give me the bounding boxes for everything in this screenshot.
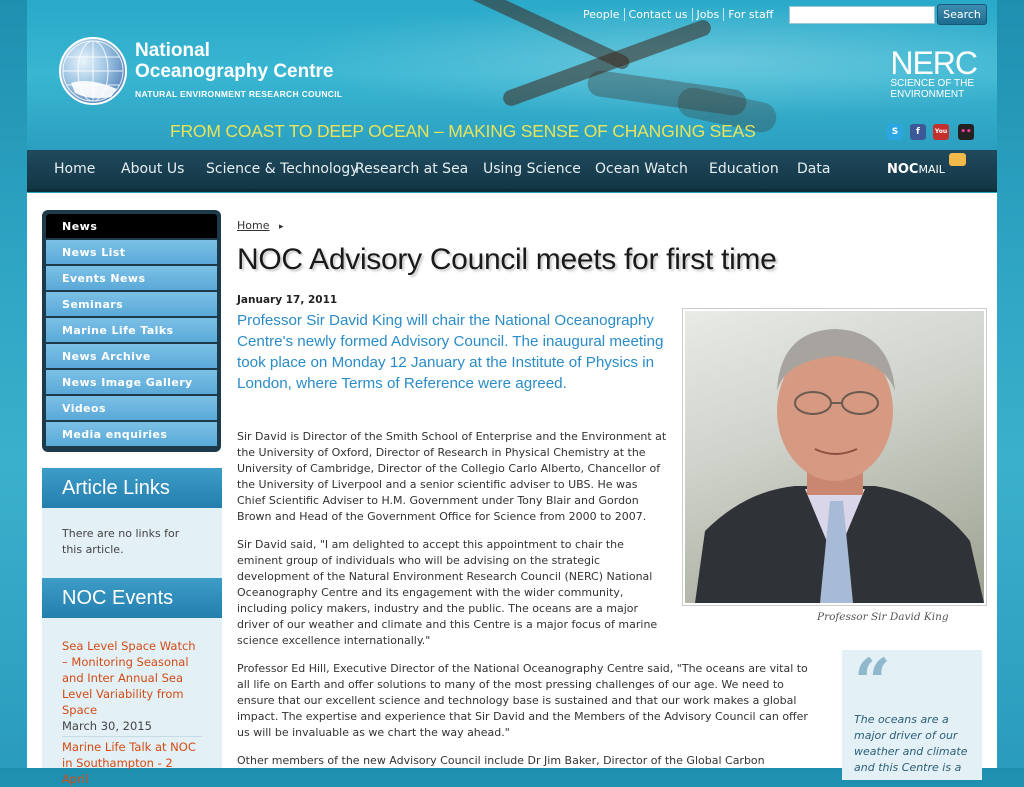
nav-research-at-sea[interactable]: Research at Sea <box>355 161 469 177</box>
page <box>27 0 997 786</box>
breadcrumb <box>237 219 284 232</box>
nav-education[interactable]: Education <box>709 161 779 177</box>
sidebar-item-news-image-gallery[interactable]: News Image Gallery <box>46 370 217 394</box>
nav-ocean-watch[interactable]: Ocean Watch <box>595 161 688 177</box>
flickr-icon[interactable]: •• <box>958 124 974 140</box>
event-date: March 30, 2015 <box>62 718 202 737</box>
quote-icon: “ <box>854 645 891 720</box>
nerc-logo-title: NERC <box>890 45 977 81</box>
nav-using-science[interactable]: Using Science <box>483 161 581 177</box>
nocmail-bold: NOC <box>887 162 919 177</box>
nocmail-link[interactable] <box>887 162 945 177</box>
search-input[interactable] <box>789 6 935 24</box>
sidebar-item-videos[interactable]: Videos <box>46 396 217 420</box>
article-paragraph: Sir David said, "I am delighted to accept this appointment to chair the eminent group of individuals who will be advising on the strategic development of the Natural Environment Research Council (NERC) National Oceanography Centre and its engagement with the wider community, including policy makers, industry and the public. The oceans are a major driver of our weather and climate and this Centre is a major focus of marine science excellence internationally." <box>237 538 658 647</box>
pull-quote-text: The oceans are a major driver of our weather and climate and this Centre is a <box>854 713 968 774</box>
nav-about-us[interactable]: About Us <box>121 161 185 177</box>
nav-data[interactable]: Data <box>797 161 831 177</box>
tagline: FROM COAST TO DEEP OCEAN – MAKING SENSE OF CHANGING SEAS <box>170 121 756 141</box>
site-header <box>27 0 997 150</box>
sidebar-item-news-archive[interactable]: News Archive <box>46 344 217 368</box>
article-links-heading: Article Links <box>42 468 222 508</box>
nerc-logo-line-2: ENVIRONMENT <box>890 89 965 100</box>
facebook-icon[interactable]: f <box>910 124 926 140</box>
search-button[interactable]: Search <box>937 4 987 25</box>
article-date: January 17, 2011 <box>237 294 338 306</box>
nerc-logo[interactable] <box>890 45 977 100</box>
logo-subtitle: NATURAL ENVIRONMENT RESEARCH COUNCIL <box>135 89 343 99</box>
logo-title-line-2: Oceanography Centre <box>135 61 334 82</box>
youtube-icon[interactable]: You <box>933 124 949 140</box>
for-staff-link[interactable]: For staff <box>728 8 774 21</box>
portrait-photo[interactable] <box>685 311 984 603</box>
news-sidebar <box>42 210 221 452</box>
mail-icon[interactable] <box>949 153 966 166</box>
content-area <box>27 193 997 786</box>
pull-quote <box>842 645 982 780</box>
sidebar-item-media-enquiries[interactable]: Media enquiries <box>46 422 217 446</box>
noc-events-heading: NOC Events <box>42 578 222 618</box>
sidebar-item-seminars[interactable]: Seminars <box>46 292 217 316</box>
logo-title[interactable] <box>135 40 334 82</box>
logo-title-line-1: National <box>135 40 210 61</box>
portrait-photo-frame <box>682 308 987 606</box>
skype-icon[interactable]: S <box>887 124 903 140</box>
breadcrumb-arrow-icon: ▸ <box>278 222 284 232</box>
main-nav <box>27 150 997 192</box>
article-paragraph: Sir David is Director of the Smith School of Enterprise and the Environment at the University of Oxford, Director of Research in Physical Chemistry at the University of Cambridge, Director of the Collegio Carlo Alberto, Chancellor of the University of Liverpool and a senior scientific adviser to UBS. He was Chief Scientific Adviser to H.M. Government under Tony Blair and Gordon Brown and Head of the Government Office for Science from 2000 to 2007. <box>237 430 667 523</box>
jobs-link[interactable]: Jobs <box>693 8 725 21</box>
sidebar-item-marine-life-talks[interactable]: Marine Life Talks <box>46 318 217 342</box>
article-lead: Professor Sir David King will chair the National Oceanography Centre's newly formed Advisory Council. The inaugural meeting took place on Monday 12 January at the Institute of Physics in London, where Terms of Reference were agreed. <box>237 312 664 392</box>
nav-science-technology[interactable]: Science & Technology <box>206 161 359 177</box>
noc-globe-logo-icon[interactable] <box>59 37 127 105</box>
breadcrumb-home[interactable]: Home <box>237 219 270 232</box>
contact-us-link[interactable]: Contact us <box>625 8 693 21</box>
page-title: NOC Advisory Council meets for first time <box>237 243 777 276</box>
noc-events-list <box>42 618 222 786</box>
article-paragraph: Other members of the new Advisory Council include Dr Jim Baker, Director of the Global Carbon <box>237 754 765 767</box>
people-link[interactable]: People <box>579 8 625 21</box>
sidebar-heading-news[interactable]: News <box>46 214 217 238</box>
article-links-body: There are no links for this article. <box>42 508 222 578</box>
nerc-logo-line-1: SCIENCE OF THE <box>890 78 975 89</box>
article-paragraph: Professor Ed Hill, Executive Director of the National Oceanography Centre said, "The oceans are vital to all life on Earth and offer solutions to many of the most pressing challenges of our age. We need to ensure that our excellent science and technology base is sustained and that our work makes a global impact. The expertise and experience that Sir David and the Members of the Advisory Council can offer us will be invaluable as we chart the way ahead." <box>237 662 808 739</box>
utility-links <box>579 8 777 21</box>
sidebar-item-events-news[interactable]: Events News <box>46 266 217 290</box>
photo-caption: Professor Sir David King <box>817 611 949 623</box>
nocmail-light: MAIL <box>918 163 945 176</box>
nav-home[interactable]: Home <box>54 161 96 177</box>
sidebar-item-news-list[interactable]: News List <box>46 240 217 264</box>
event-link[interactable]: Sea Level Space Watch – Monitoring Seasonal and Inter Annual Sea Level Variability from Space <box>62 639 196 717</box>
event-link[interactable]: Marine Life Talk at NOC in Southampton - 2 April <box>62 740 196 786</box>
